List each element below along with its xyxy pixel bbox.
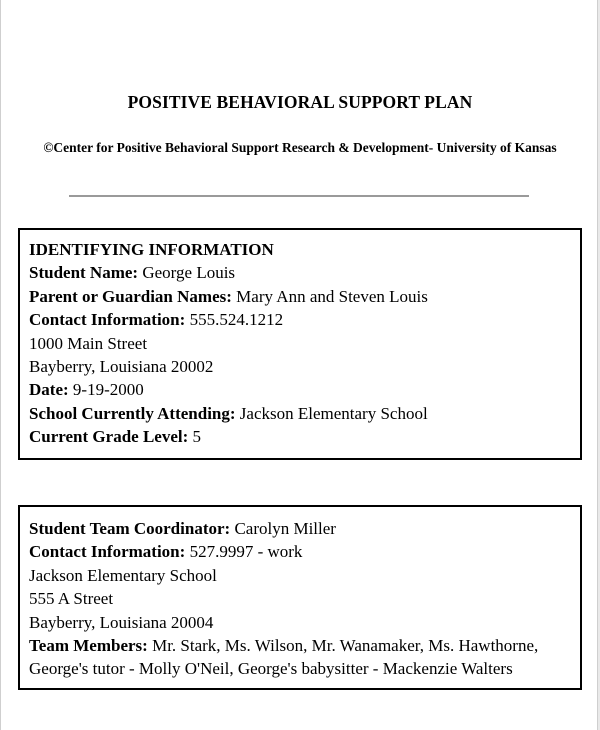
team-contact-value: 527.9997 - work [189, 542, 303, 562]
team-address-line-1: Jackson Elementary School [29, 565, 217, 585]
grade-level-row [29, 425, 570, 448]
identifying-information-section [18, 228, 582, 460]
coordinator-value: Carolyn Miller [234, 519, 336, 538]
parent-names-row [29, 285, 570, 308]
team-members-row [29, 634, 570, 681]
colon: : [132, 263, 139, 283]
team-address-line-2: 555 A Street [29, 589, 114, 609]
date-row [29, 378, 570, 401]
document-title: POSITIVE BEHAVIORAL SUPPORT PLAN [127, 92, 473, 112]
parent-names-value: Mary Ann and Steven Louis [236, 286, 428, 306]
field-label: Student Name [29, 263, 133, 283]
contact-information-row [29, 308, 570, 331]
colon: : [224, 519, 231, 538]
coordinator-row [29, 517, 570, 540]
team-address-line-3: Bayberry, Louisiana 20004 [29, 612, 214, 632]
grade-level-value: 5 [192, 427, 202, 447]
address-line-2: Bayberry, Louisiana 20002 [29, 357, 214, 377]
date-value: 9-19-2000 [72, 380, 144, 400]
field-label: Contact Information [29, 310, 180, 330]
field-label: Student Team Coordinator [29, 519, 225, 538]
colon: : [142, 636, 148, 656]
student-name-value: George Louis [142, 263, 236, 283]
student-name-row [29, 261, 570, 284]
field-label: School Currently Attending [29, 403, 230, 423]
contact-phone-value: 555.524.1212 [189, 310, 284, 330]
school-value: Jackson Elementary School [239, 403, 428, 423]
colon: : [182, 427, 189, 447]
field-label: Team Members [29, 636, 143, 656]
team-contact-row [29, 540, 570, 563]
team-information-section [18, 505, 582, 690]
field-label: Contact Information [29, 542, 180, 562]
colon: : [179, 542, 186, 562]
colon: : [62, 380, 69, 400]
school-row [29, 402, 570, 425]
colon: : [229, 403, 236, 423]
field-label: Parent or Guardian Names [29, 286, 227, 306]
address-line-1: 1000 Main Street [29, 333, 148, 353]
section-heading: IDENTIFYING INFORMATION [29, 240, 274, 259]
divider [69, 195, 529, 197]
team-members-value: Mr. Stark, Ms. Wilson, Mr. Wanamaker, Ms. Hawthorne, George's tutor - Molly O'Neil, George's babysitter - Mackenzie Walters [29, 636, 539, 679]
field-label: Current Grade Level [29, 427, 183, 447]
colon: : [226, 286, 232, 306]
document-subtitle: ©Center for Positive Behavioral Support Research & Development- University of Kansas [43, 140, 557, 155]
colon: : [179, 310, 186, 330]
field-label: Date [29, 380, 63, 400]
